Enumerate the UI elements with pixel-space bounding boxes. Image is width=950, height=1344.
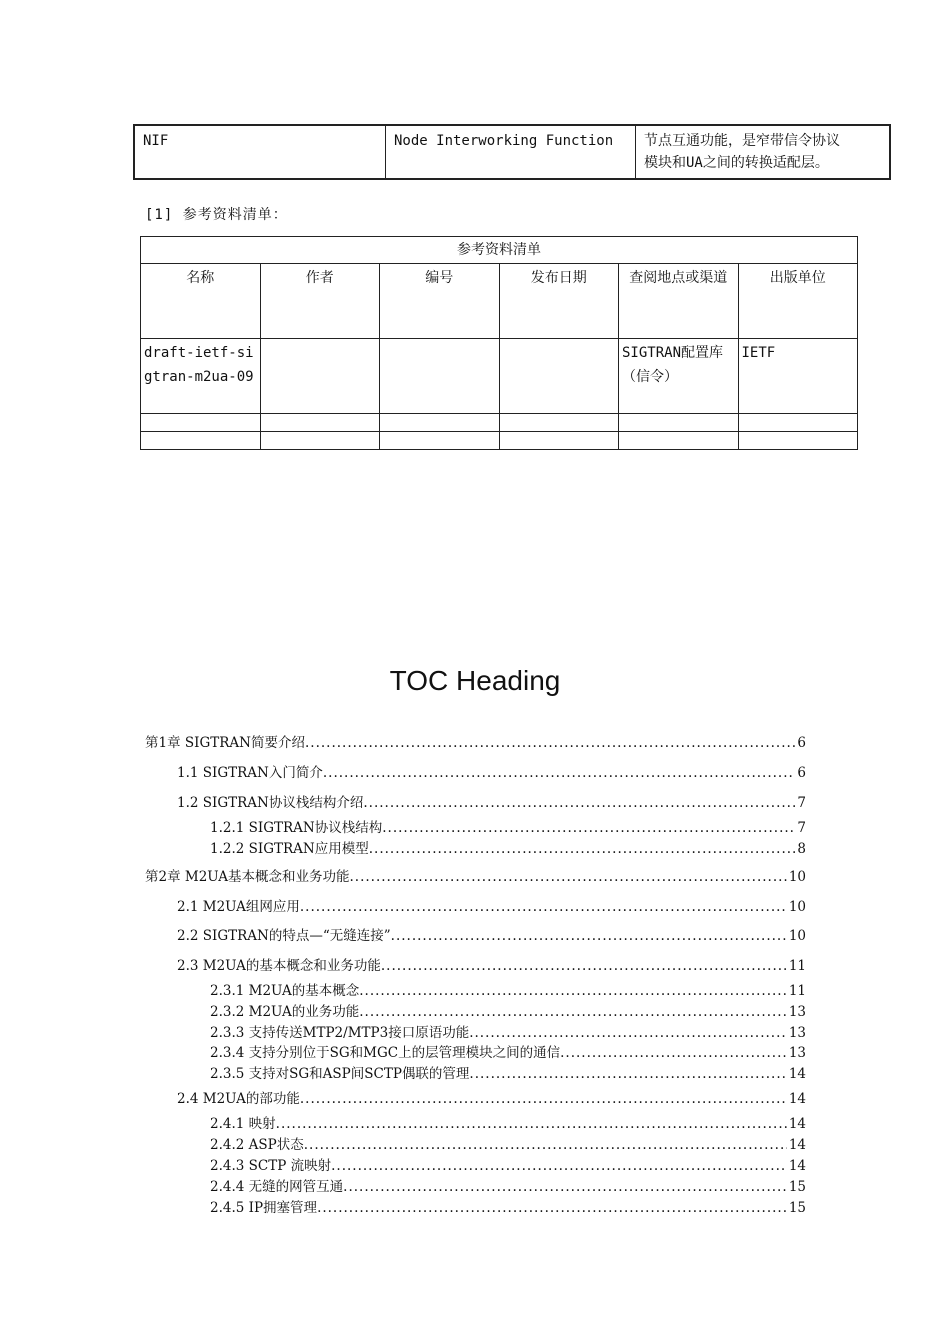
toc-leader-dots [350,868,787,886]
toc-entry-page: 6 [797,765,806,781]
table-cell [738,414,858,432]
toc-entry-title: 2.3.5 支持对SG和ASP间SCTP偶联的管理 [210,1066,470,1082]
toc-entry-page: 11 [788,958,806,974]
toc-leader-dots [359,1003,787,1021]
toc-entry[interactable] [177,1090,806,1108]
description-line: 模块和UA之间的转换适配层。 [644,155,829,171]
toc-entry-title: 2.4.5 IP拥塞管理 [210,1200,318,1216]
table-cell [260,414,380,432]
toc-leader-dots [323,764,796,782]
full-name-cell: Node Interworking Function [386,125,636,179]
toc-leader-dots [382,819,795,837]
toc-entry-page: 15 [788,1179,806,1195]
toc-leader-dots [469,1065,786,1083]
toc-entry[interactable] [210,1199,806,1217]
toc-entry[interactable] [210,1024,806,1042]
table-cell: draft-ietf-sigtran-m2ua-09 [141,339,261,414]
toc-entry-page: 7 [797,795,806,811]
toc-entry[interactable] [210,819,806,837]
column-header: 发布日期 [499,264,619,339]
toc-entry-title: 1.1 SIGTRAN入门简介 [177,765,323,781]
toc-leader-dots [276,1115,787,1133]
table-title-row [141,237,858,264]
table-cell [380,414,500,432]
toc-entry-title: 2.4.4 无缝的网管互通 [210,1179,344,1195]
table-cell [380,432,500,450]
table-row [141,414,858,432]
toc-entry-page: 6 [797,735,806,751]
table-cell [260,339,380,414]
table-cell [619,432,739,450]
toc-leader-dots [369,840,796,858]
toc-leader-dots [317,1199,787,1217]
table-cell [260,432,380,450]
column-header: 作者 [260,264,380,339]
toc-leader-dots [381,957,787,975]
toc-leader-dots [560,1044,787,1062]
description-cell [636,125,891,179]
toc-entry-page: 14 [788,1158,806,1174]
toc-entry-page: 10 [788,899,806,915]
toc-entry-page: 8 [797,841,806,857]
toc-leader-dots [304,1136,787,1154]
toc-entry[interactable] [210,1003,806,1021]
toc-leader-dots [300,1090,787,1108]
toc-entry-page: 14 [788,1091,806,1107]
toc-entry-title: 1.2.1 SIGTRAN协议栈结构 [210,820,383,836]
table-title: 参考资料清单 [141,237,858,264]
toc-entry[interactable] [210,982,806,1000]
toc-entry-page: 10 [788,928,806,944]
table-row [141,339,858,414]
toc-entry-page: 7 [797,820,806,836]
toc-entry-title: 2.4 M2UA的部功能 [177,1091,300,1107]
toc-entry[interactable] [210,840,806,858]
toc-entry[interactable] [145,734,806,752]
toc-entry-title: 2.3.1 M2UA的基本概念 [210,983,360,999]
toc-entry[interactable] [210,1157,806,1175]
toc-leader-dots [363,794,795,812]
toc-entry-page: 13 [788,1045,806,1061]
toc-entry-page: 14 [788,1137,806,1153]
toc-entry-title: 2.4.1 映射 [210,1116,276,1132]
toc-entry[interactable] [210,1136,806,1154]
table-cell [499,414,619,432]
toc-entry[interactable] [177,957,806,975]
table-cell [380,339,500,414]
column-header: 出版单位 [738,264,858,339]
toc-entry[interactable] [177,794,806,812]
table-cell: SIGTRAN配置库（信令） [619,339,739,414]
toc-entry[interactable] [210,1178,806,1196]
toc-entry[interactable] [145,868,806,886]
toc-entry[interactable] [177,898,806,916]
toc-entry-title: 2.2 SIGTRAN的特点—“无缝连接” [177,928,391,944]
abbr-cell: NIF [134,125,386,179]
toc-heading: TOC Heading [389,665,561,696]
toc-entry[interactable] [177,764,806,782]
reference-caption: [1] 参考资料清单： [145,207,288,223]
toc-entry[interactable] [210,1115,806,1133]
toc-entry-title: 2.3 M2UA的基本概念和业务功能 [177,958,381,974]
column-header: 查阅地点或渠道 [619,264,739,339]
toc-leader-dots [469,1024,787,1042]
toc-entry-page: 13 [788,1004,806,1020]
toc-entry-title: 1.2.2 SIGTRAN应用模型 [210,841,369,857]
toc-entry-page: 14 [788,1066,806,1082]
toc-leader-dots [305,734,795,752]
toc-entry-title: 2.4.2 ASP状态 [210,1137,304,1153]
description-line: 节点互通功能，是窄带信令协议 [644,133,840,149]
toc-entry-title: 1.2 SIGTRAN协议栈结构介绍 [177,795,364,811]
toc-leader-dots [331,1157,787,1175]
toc-entry-title: 第2章 M2UA基本概念和业务功能 [145,869,350,885]
toc-entry-page: 15 [788,1200,806,1216]
toc-entry-title: 2.3.4 支持分别位于SG和MGC上的层管理模块之间的通信 [210,1045,561,1061]
table-cell [499,432,619,450]
toc-entry-page: 11 [788,983,806,999]
table-cell [141,432,261,450]
reference-table [140,236,858,450]
toc-leader-dots [359,982,787,1000]
toc-leader-dots [391,927,787,945]
toc-entry-page: 10 [788,869,806,885]
table-row [141,432,858,450]
toc-entry-page: 14 [788,1116,806,1132]
column-header: 名称 [141,264,261,339]
toc-entry[interactable] [210,1044,806,1062]
table-cell [738,432,858,450]
toc-entry-title: 2.3.2 M2UA的业务功能 [210,1004,360,1020]
abbreviation-table [133,124,891,180]
table-cell: IETF [738,339,858,414]
table-cell [141,414,261,432]
column-header: 编号 [380,264,500,339]
toc-entry-title: 2.1 M2UA组网应用 [177,899,300,915]
toc-leader-dots [343,1178,787,1196]
table-cell [499,339,619,414]
toc-leader-dots [300,898,787,916]
table-cell [619,414,739,432]
table-row [134,125,890,179]
toc-entry[interactable] [177,927,806,945]
toc-entry-page: 13 [788,1025,806,1041]
toc-entry-title: 2.3.3 支持传送MTP2/MTP3接口原语功能 [210,1025,470,1041]
toc-entry[interactable] [210,1065,806,1083]
toc-entry-title: 第1章 SIGTRAN简要介绍 [145,735,305,751]
toc-entry-title: 2.4.3 SCTP 流映射 [210,1158,332,1174]
table-header-row [141,264,858,339]
